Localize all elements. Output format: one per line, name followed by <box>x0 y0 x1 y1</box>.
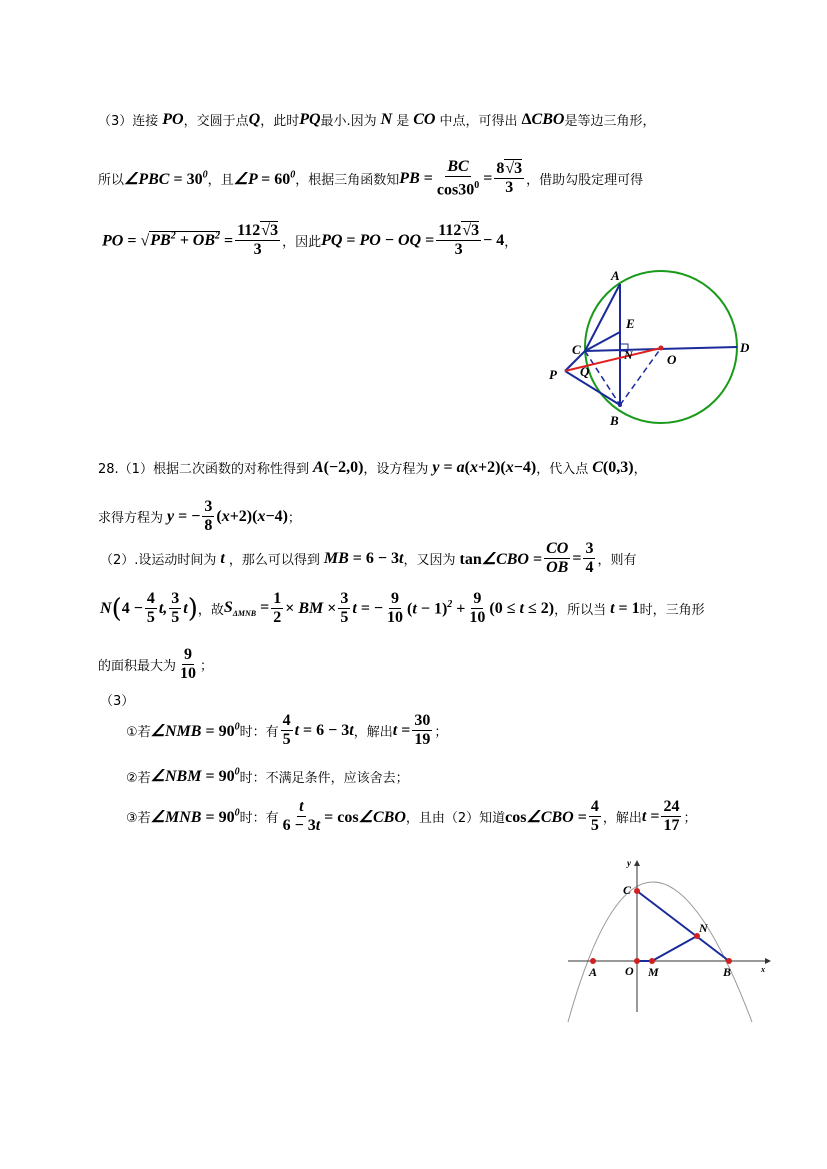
q28-line-6: （3） <box>100 694 135 709</box>
q28-line-5: 的面积最大为 $\frac{9}{10}$ ； <box>98 646 214 682</box>
circle-figure <box>540 262 770 432</box>
fig2-label-A: A <box>589 965 598 979</box>
q28-line-4: N ( 4 − $\frac{4}{5}$ t, $\frac{3}{5}$ t ) ，故 $S_{\Delta MNB}$ = $\frac{1}{2}$ × BM × $\frac{3}{5}$ t = − $\frac{9}{10}$ $(t - 1)^2$ + $\frac{9}{10}$ (0 ≤ t ≤ 2) ，所以当 t = 1 时，三角形 <box>100 590 705 626</box>
q28-case-1: ①若 ∠NMB = $90^0$ 时：有 $\frac{4}{5}$ t = 6 − 3t ，解出 t = $\frac{30}{19}$ ； <box>126 712 448 748</box>
fig2-label-y: y <box>627 858 631 868</box>
p3-line-3: PO = $√PB^2 + OB^2$ = $\frac{112√3}{3}$ ，因此 PQ = PO − OQ = $\frac{112√3}{3}$ − 4 ， <box>102 222 518 258</box>
fig1-label-B: B <box>610 413 619 428</box>
p3-line-1: （3）连接 PO ，交圆于点 Q ，此时 PQ 最小.因为 N 是 CO 中点，可得出 ΔCBO 是等边三角形， <box>98 110 656 129</box>
fig2-label-x: x <box>761 965 765 974</box>
fig2-label-C: C <box>623 883 632 897</box>
fig1-label-O: O <box>667 352 677 367</box>
q28-case-3: ③若 ∠MNB = $90^0$ 时：有 $\frac{t}{6 - 3t}$ = cos∠CBO ，且由（2）知道 cos∠CBO = $\frac{4}{5}$ ，解出 t = $\frac{24}{17}$ ； <box>126 798 697 834</box>
fig1-label-A: A <box>611 268 620 283</box>
fig1-label-Q: Q <box>580 364 590 379</box>
fig1-label-D: D <box>740 340 750 355</box>
fig2-label-M: M <box>648 965 659 979</box>
q28-case-2: ②若 ∠NBM = $90^0$ 时：不满足条件，应该舍去； <box>126 766 409 786</box>
fig1-label-P: P <box>549 367 557 382</box>
fig1-label-N: N <box>624 348 633 362</box>
fig2-label-N: N <box>699 921 708 935</box>
q28-line-3: （2）.设运动时间为 t ，那么可以得到 MB = 6 − 3t ，又因为 tan∠CBO = $\frac{CO}{OB}$ = $\frac{3}{4}$ ，则有 <box>100 540 637 576</box>
parabola-figure <box>560 855 780 1027</box>
fig2-label-B: B <box>723 965 732 979</box>
p3-line-2: 所以 ∠PBC = $30^0$ ，且 ∠P = $60^0$ ，根据三角函数知 PB = $\frac{BC}{\cos 30^0}$ = $\frac{8√3}{3}$ ，借助勾股定理可得 <box>98 158 644 199</box>
fig2-label-O: O <box>625 964 634 978</box>
fig1-label-C: C <box>572 342 581 357</box>
q28-line-1: 28.（1）根据二次函数的对称性得到 A(−2,0) ，设方程为 y = a(x+2)(x−4) ，代入点 C(0,3) ， <box>98 458 647 477</box>
q28-line-2: 求得方程为 y = − $\frac{3}{8}$ (x+2)(x−4) ； <box>98 498 301 534</box>
fig1-label-E: E <box>626 316 635 331</box>
